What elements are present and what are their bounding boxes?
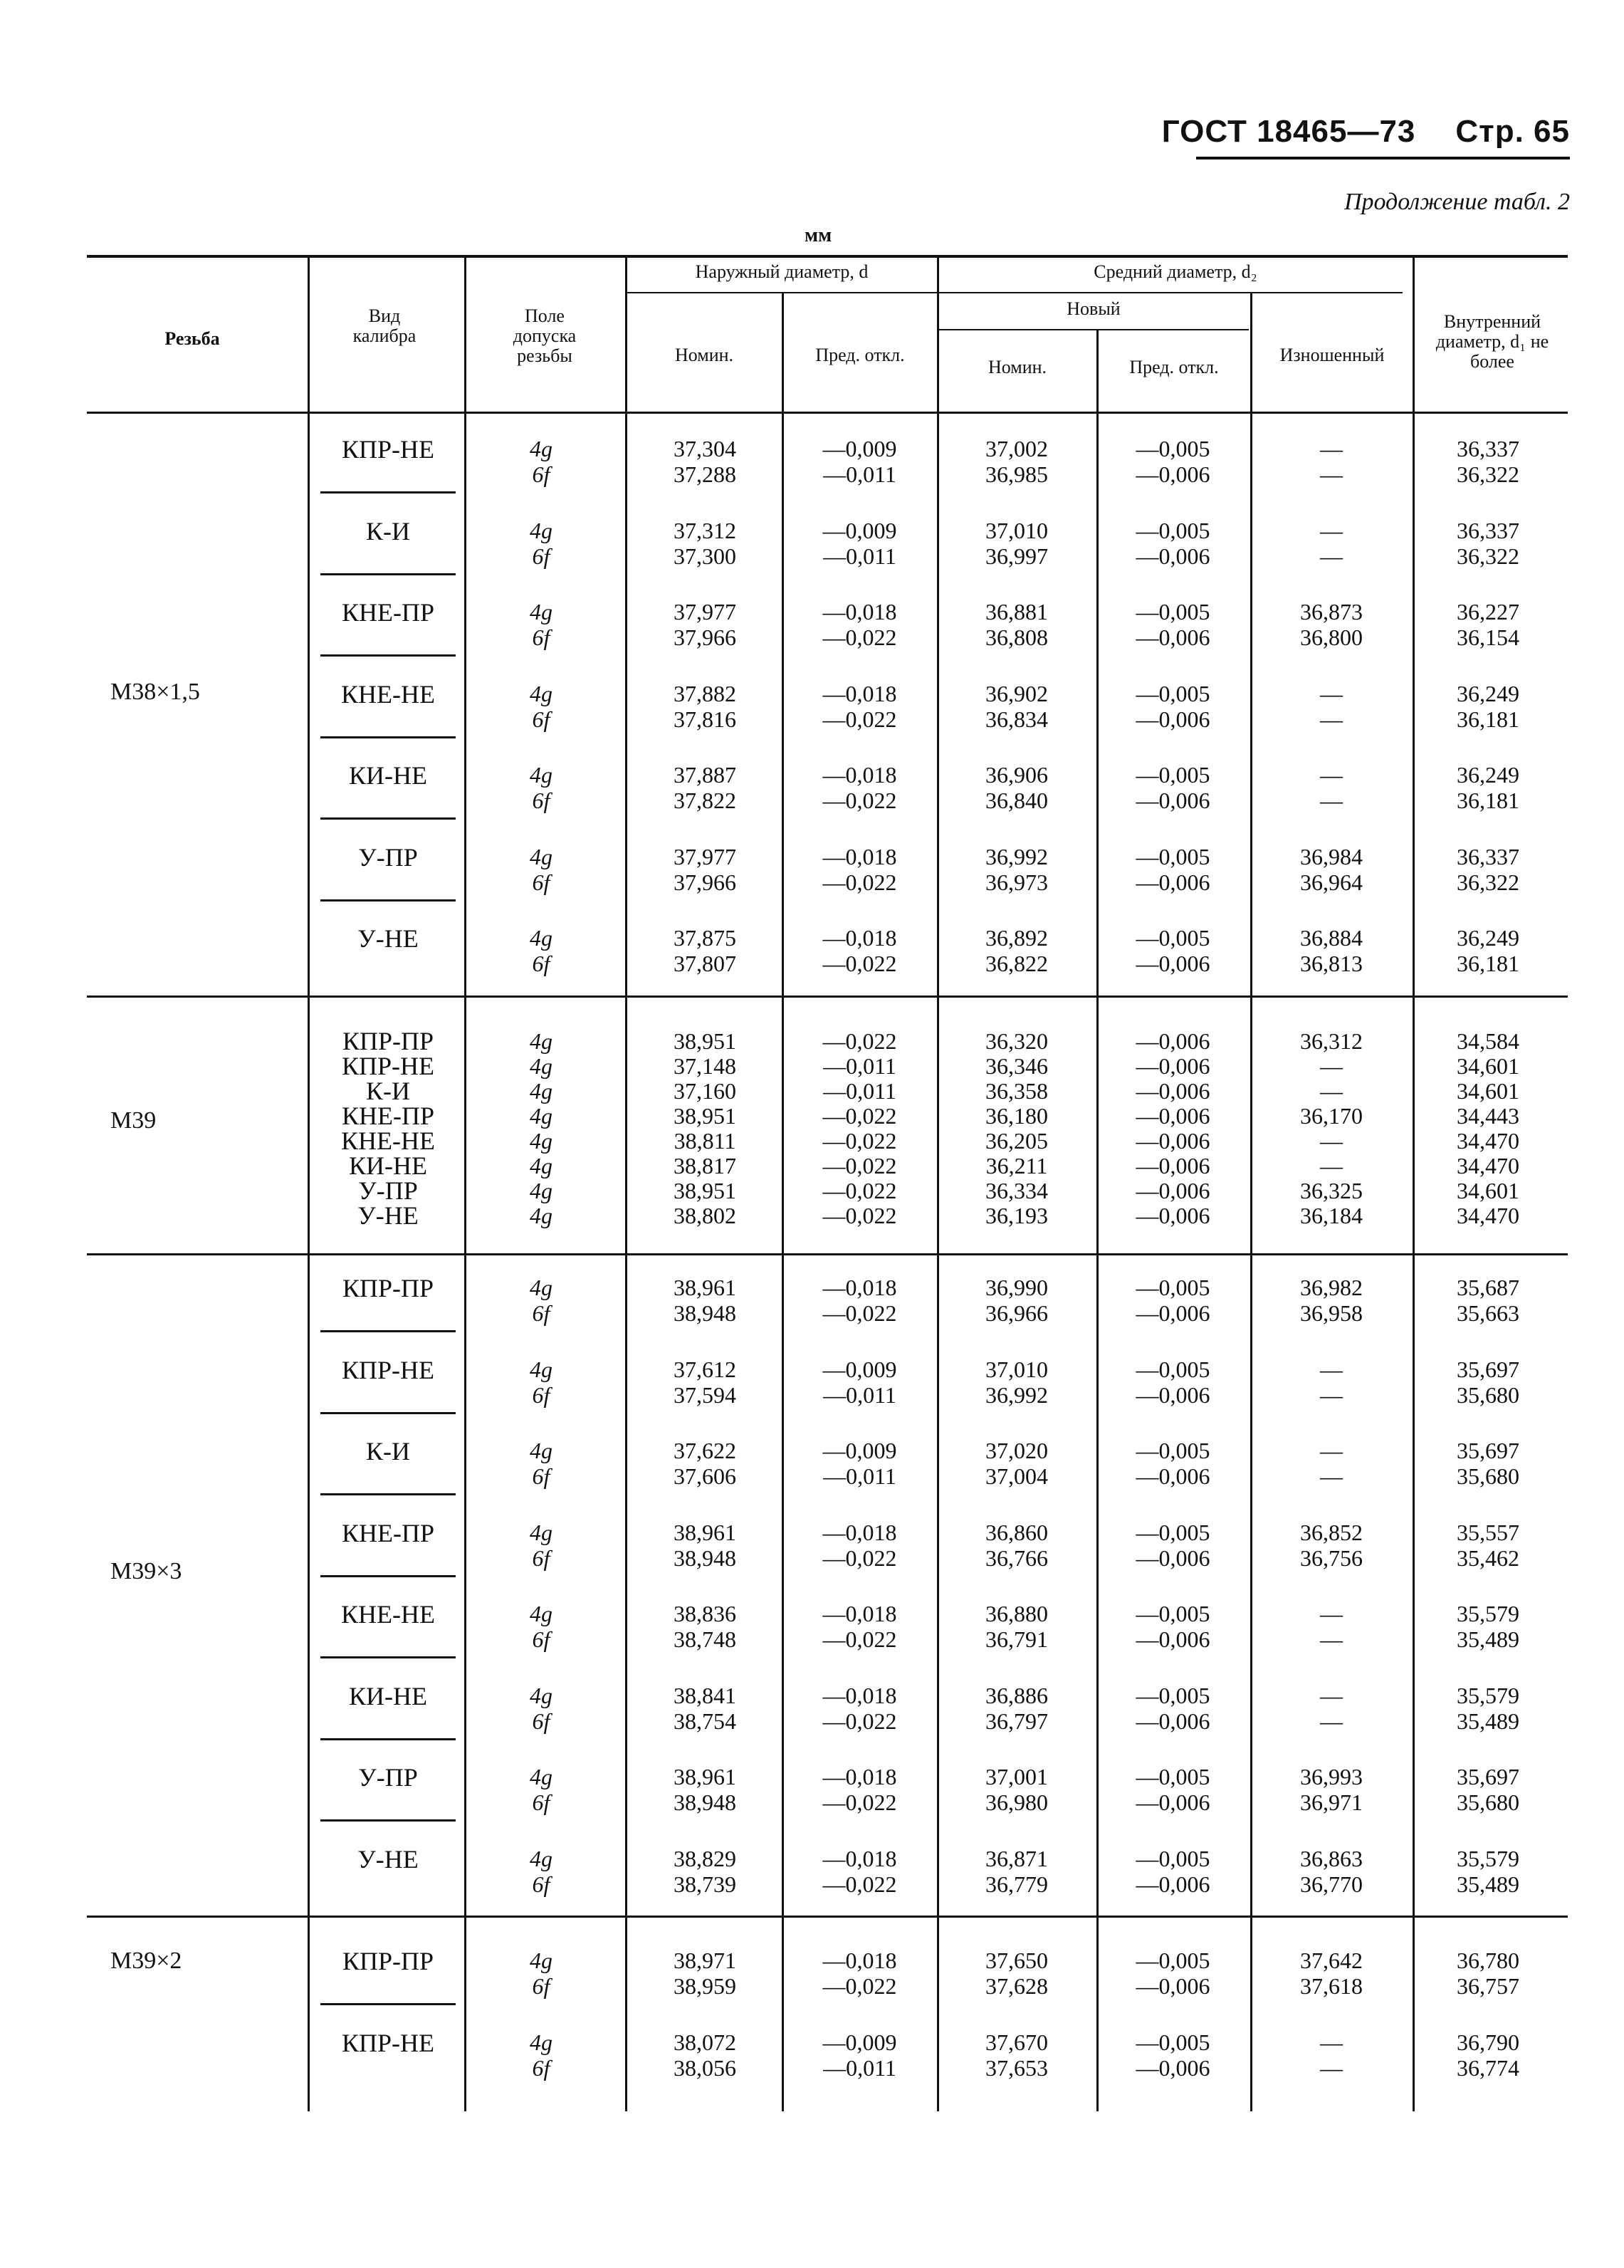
unit-label: мм xyxy=(805,224,832,246)
gauge-type: КПР-НЕ xyxy=(341,1355,434,1384)
cell-d2: 36,871 36,779 xyxy=(985,1845,1048,1897)
subheader-rule xyxy=(627,292,1403,293)
cell-d2: 36,880 36,791 xyxy=(985,1601,1048,1652)
cell-d: 37,977 37,966 xyxy=(674,599,736,650)
cell-worn: — — xyxy=(1320,1356,1343,1408)
cell-d2: 37,010 36,992 xyxy=(985,1356,1048,1408)
cell-d-dev: —0,018 —0,022 xyxy=(822,1948,897,1999)
cell-d-dev: —0,018 —0,022 xyxy=(822,1519,897,1571)
cell-d: 38,951 37,148 37,160 38,951 38,811 38,817 38,951 38,802 xyxy=(674,1028,736,1228)
cell-d2: 36,992 36,973 xyxy=(985,843,1048,895)
gauge-type: КПР-ПР xyxy=(342,1947,434,1975)
col-header-outer: Наружный диаметр, d xyxy=(695,261,869,282)
page-number: Стр. 65 xyxy=(1455,114,1570,149)
thread-label: М39×2 xyxy=(110,1948,182,1974)
cell-d2-dev: —0,005 —0,006 xyxy=(1136,1764,1210,1815)
cell-d-dev: —0,009 —0,011 xyxy=(822,436,897,487)
cell-d: 37,622 37,606 xyxy=(674,1438,736,1489)
cell-d-dev: —0,018 —0,022 xyxy=(822,1682,897,1734)
col-rule xyxy=(1250,292,1252,2111)
cell-d: 37,875 37,807 xyxy=(674,925,736,976)
cell-d1: 34,584 34,601 34,601 34,443 34,470 34,470 34,601 34,470 xyxy=(1457,1028,1519,1228)
cell-d2: 37,670 37,653 xyxy=(985,2029,1048,2081)
row-separator xyxy=(320,817,456,820)
cell-worn: — — xyxy=(1320,436,1343,487)
cell-d: 37,977 37,966 xyxy=(674,843,736,895)
row-separator xyxy=(320,1575,456,1577)
cell-d: 37,304 37,288 xyxy=(674,436,736,487)
col-header-thread: Резьба xyxy=(164,328,220,349)
cell-tol: 4g 6f xyxy=(530,436,552,487)
header-rule xyxy=(1196,157,1570,160)
cell-d1: 36,780 36,757 xyxy=(1457,1948,1519,1999)
cell-worn: — — xyxy=(1320,1682,1343,1734)
cell-d-dev: —0,009 —0,011 xyxy=(822,517,897,569)
col-rule xyxy=(937,256,939,2111)
cell-d2-dev: —0,005 —0,006 xyxy=(1136,436,1210,487)
cell-tol: 4g 6f xyxy=(530,1948,552,1999)
cell-d2-dev: —0,005 —0,006 xyxy=(1136,1601,1210,1652)
cell-d-dev: —0,018 —0,022 xyxy=(822,843,897,895)
cell-d-dev: —0,018 —0,022 xyxy=(822,1764,897,1815)
cell-d1: 36,249 36,181 xyxy=(1457,680,1519,732)
cell-tol: 4g 6f xyxy=(530,1519,552,1571)
continuation-note: Продолжение табл. 2 xyxy=(1343,189,1570,215)
cell-d2-dev: —0,005 —0,006 xyxy=(1136,1519,1210,1571)
cell-d2-dev: —0,005 —0,006 xyxy=(1136,599,1210,650)
cell-d2-dev: —0,005 —0,006 xyxy=(1136,1356,1210,1408)
row-separator xyxy=(320,1819,456,1822)
cell-worn: 36,863 36,770 xyxy=(1300,1845,1363,1897)
cell-d2-dev: —0,005 —0,006 xyxy=(1136,843,1210,895)
thread-label: М39 xyxy=(110,1107,157,1134)
col-header-nom2: Номин. xyxy=(988,357,1047,377)
cell-d1: 36,337 36,322 xyxy=(1457,517,1519,569)
gauge-type: КПР-НЕ xyxy=(341,435,434,464)
cell-d: 38,836 38,748 xyxy=(674,1601,736,1652)
cell-worn: — — xyxy=(1320,2029,1343,2081)
cell-worn: 36,312 — — 36,170 — — 36,325 36,184 xyxy=(1300,1028,1363,1228)
gauge-type: КПР-НЕ xyxy=(341,2028,434,2057)
row-separator xyxy=(320,2003,456,2005)
cell-d-dev: —0,009 —0,011 xyxy=(822,2029,897,2081)
cell-tol: 4g 6f xyxy=(530,843,552,895)
gauge-type: КИ-НЕ xyxy=(349,1681,427,1710)
cell-d-dev: —0,018 —0,022 xyxy=(822,1275,897,1326)
cell-d2-dev: —0,005 —0,006 xyxy=(1136,680,1210,732)
cell-tol: 4g 6f xyxy=(530,1682,552,1734)
cell-d-dev: —0,018 —0,022 xyxy=(822,925,897,976)
cell-d1: 35,687 35,663 xyxy=(1457,1275,1519,1326)
cell-tol: 4g 6f xyxy=(530,1764,552,1815)
gauge-type: К-И xyxy=(366,516,410,545)
gauge-type: КПР-ПР xyxy=(342,1274,434,1302)
cell-worn: 36,984 36,964 xyxy=(1300,843,1363,895)
cell-d: 37,612 37,594 xyxy=(674,1356,736,1408)
cell-d2-dev: —0,005 —0,006 xyxy=(1136,1438,1210,1489)
cell-d2-dev: —0,005 —0,006 xyxy=(1136,1275,1210,1326)
cell-d1: 36,790 36,774 xyxy=(1457,2029,1519,2081)
cell-d2-dev: —0,005 —0,006 xyxy=(1136,762,1210,813)
cell-worn: 37,642 37,618 xyxy=(1300,1948,1363,1999)
standard-number: ГОСТ 18465—73 xyxy=(1161,114,1416,149)
gauge-type: У-НЕ xyxy=(357,924,419,953)
cell-d1: 35,579 35,489 xyxy=(1457,1682,1519,1734)
col-rule xyxy=(464,256,466,2111)
cell-d: 38,961 38,948 xyxy=(674,1275,736,1326)
cell-tol: 4g 6f xyxy=(530,1275,552,1326)
cell-d1: 36,337 36,322 xyxy=(1457,436,1519,487)
gauge-type: К-И xyxy=(366,1437,410,1465)
cell-d2: 37,010 36,997 xyxy=(985,517,1048,569)
cell-tol: 4g 6f xyxy=(530,680,552,732)
cell-d1: 35,697 35,680 xyxy=(1457,1356,1519,1408)
cell-d2-dev: —0,005 —0,006 xyxy=(1136,1682,1210,1734)
cell-tol: 4g 6f xyxy=(530,2029,552,2081)
cell-d-dev: —0,022 —0,011 —0,011 —0,022 —0,022 —0,022 —0,022 —0,022 xyxy=(822,1028,897,1228)
cell-d1: 36,249 36,181 xyxy=(1457,925,1519,976)
col-header-dev2: Пред. откл. xyxy=(1129,357,1219,377)
group-separator xyxy=(87,1916,1568,1918)
cell-tol: 4g 6f xyxy=(530,1438,552,1489)
cell-d: 37,887 37,822 xyxy=(674,762,736,813)
row-separator xyxy=(320,573,456,575)
cell-d2: 37,020 37,004 xyxy=(985,1438,1048,1489)
cell-d2-dev: —0,005 —0,006 xyxy=(1136,1948,1210,1999)
cell-tol: 4g 6f xyxy=(530,599,552,650)
cell-d2: 36,906 36,840 xyxy=(985,762,1048,813)
cell-d2-dev: —0,006 —0,006 —0,006 —0,006 —0,006 —0,006 —0,006 —0,006 xyxy=(1136,1028,1210,1228)
cell-worn: 36,852 36,756 xyxy=(1300,1519,1363,1571)
cell-d-dev: —0,018 —0,022 xyxy=(822,1601,897,1652)
cell-tol: 4g 6f xyxy=(530,762,552,813)
cell-worn: — — xyxy=(1320,680,1343,732)
col-rule xyxy=(782,292,784,2111)
cell-d1: 35,697 35,680 xyxy=(1457,1438,1519,1489)
cell-d2: 37,002 36,985 xyxy=(985,436,1048,487)
cell-tol: 4g 6f xyxy=(530,1845,552,1897)
row-separator xyxy=(320,1412,456,1414)
row-separator xyxy=(320,654,456,657)
cell-d2: 37,001 36,980 xyxy=(985,1764,1048,1815)
cell-d-dev: —0,018 —0,022 xyxy=(822,1845,897,1897)
cell-tol: 4g 4g 4g 4g 4g 4g 4g 4g xyxy=(530,1028,552,1228)
cell-d: 38,072 38,056 xyxy=(674,2029,736,2081)
group-separator xyxy=(87,995,1568,998)
row-separator xyxy=(320,899,456,902)
cell-d-dev: —0,018 —0,022 xyxy=(822,680,897,732)
col-header-gauge: Вид калибра xyxy=(352,305,417,346)
cell-d2-dev: —0,005 —0,006 xyxy=(1136,2029,1210,2081)
col-header-worn: Изношенный xyxy=(1279,345,1385,365)
gauge-type: КНЕ-НЕ xyxy=(341,679,435,709)
gauge-type: У-НЕ xyxy=(357,1844,419,1874)
cell-tol: 4g 6f xyxy=(530,517,552,569)
cell-worn: 36,873 36,800 xyxy=(1300,599,1363,650)
col-header-inner: Внутренний диаметр, d₁ не более xyxy=(1435,311,1549,372)
col-header-mean: Средний диаметр, d₂ xyxy=(1094,261,1257,282)
cell-d1: 35,579 35,489 xyxy=(1457,1845,1519,1897)
cell-d2: 36,886 36,797 xyxy=(985,1682,1048,1734)
gauge-type: КНЕ-ПР xyxy=(341,598,434,627)
col-rule xyxy=(625,256,627,2111)
gauge-type: У-ПР xyxy=(358,1763,418,1792)
cell-d: 37,312 37,300 xyxy=(674,517,736,569)
row-separator xyxy=(320,1738,456,1740)
cell-d1: 36,249 36,181 xyxy=(1457,762,1519,813)
cell-d-dev: —0,009 —0,011 xyxy=(822,1438,897,1489)
cell-d: 38,961 38,948 xyxy=(674,1519,736,1571)
gauge-type: КИ-НЕ xyxy=(349,761,427,790)
thread-label: М38×1,5 xyxy=(110,678,200,705)
col-header-new: Новый xyxy=(1067,298,1121,319)
cell-worn: — — xyxy=(1320,517,1343,569)
col-header-nom: Номин. xyxy=(674,345,734,365)
cell-d-dev: —0,018 —0,022 xyxy=(822,762,897,813)
cell-d: 37,882 37,816 xyxy=(674,680,736,732)
cell-d2: 36,892 36,822 xyxy=(985,925,1048,976)
cell-d2: 36,881 36,808 xyxy=(985,599,1048,650)
cell-d2: 36,320 36,346 36,358 36,180 36,205 36,211 36,334 36,193 xyxy=(985,1028,1048,1228)
cell-d: 38,841 38,754 xyxy=(674,1682,736,1734)
cell-d1: 35,579 35,489 xyxy=(1457,1601,1519,1652)
cell-worn: 36,982 36,958 xyxy=(1300,1275,1363,1326)
cell-d-dev: —0,018 —0,022 xyxy=(822,599,897,650)
cell-d2-dev: —0,005 —0,006 xyxy=(1136,925,1210,976)
row-separator xyxy=(320,1493,456,1495)
cell-d2: 36,990 36,966 xyxy=(985,1275,1048,1326)
cell-tol: 4g 6f xyxy=(530,1356,552,1408)
cell-d1: 35,557 35,462 xyxy=(1457,1519,1519,1571)
gauge-type: У-ПР xyxy=(358,842,418,872)
cell-d1: 36,337 36,322 xyxy=(1457,843,1519,895)
cell-worn: — — xyxy=(1320,1438,1343,1489)
row-separator xyxy=(320,736,456,738)
gauge-type: КПР-ПР КПР-НЕ К-И КНЕ-ПР КНЕ-НЕ КИ-НЕ У-ПР У-НЕ xyxy=(341,1027,435,1230)
subheader-rule-new xyxy=(938,329,1249,330)
col-rule xyxy=(308,256,310,2111)
gauge-type: КНЕ-НЕ xyxy=(341,1600,435,1629)
cell-d: 38,829 38,739 xyxy=(674,1845,736,1897)
col-rule xyxy=(1096,329,1099,2111)
gauge-type: КНЕ-ПР xyxy=(341,1518,434,1547)
cell-d2: 36,902 36,834 xyxy=(985,680,1048,732)
cell-d: 38,961 38,948 xyxy=(674,1764,736,1815)
cell-worn: — — xyxy=(1320,762,1343,813)
cell-d1: 36,227 36,154 xyxy=(1457,599,1519,650)
cell-worn: 36,884 36,813 xyxy=(1300,925,1363,976)
cell-d2-dev: —0,005 —0,006 xyxy=(1136,1845,1210,1897)
cell-worn: 36,993 36,971 xyxy=(1300,1764,1363,1815)
row-separator xyxy=(320,1656,456,1658)
cell-d: 38,971 38,959 xyxy=(674,1948,736,1999)
cell-tol: 4g 6f xyxy=(530,925,552,976)
col-rule xyxy=(1413,256,1415,2111)
row-separator xyxy=(320,491,456,493)
row-separator xyxy=(320,1330,456,1332)
col-header-dev: Пред. откл. xyxy=(815,345,905,365)
thread-label: М39×3 xyxy=(110,1558,182,1584)
cell-d1: 35,697 35,680 xyxy=(1457,1764,1519,1815)
cell-tol: 4g 6f xyxy=(530,1601,552,1652)
page-header xyxy=(1162,114,1570,150)
cell-worn: — — xyxy=(1320,1601,1343,1652)
cell-d2: 36,860 36,766 xyxy=(985,1519,1048,1571)
cell-d-dev: —0,009 —0,011 xyxy=(822,1356,897,1408)
col-header-tolerance: Поле допуска резьбы xyxy=(513,305,577,366)
group-separator xyxy=(87,1253,1568,1255)
cell-d2: 37,650 37,628 xyxy=(985,1948,1048,1999)
cell-d2-dev: —0,005 —0,006 xyxy=(1136,517,1210,569)
